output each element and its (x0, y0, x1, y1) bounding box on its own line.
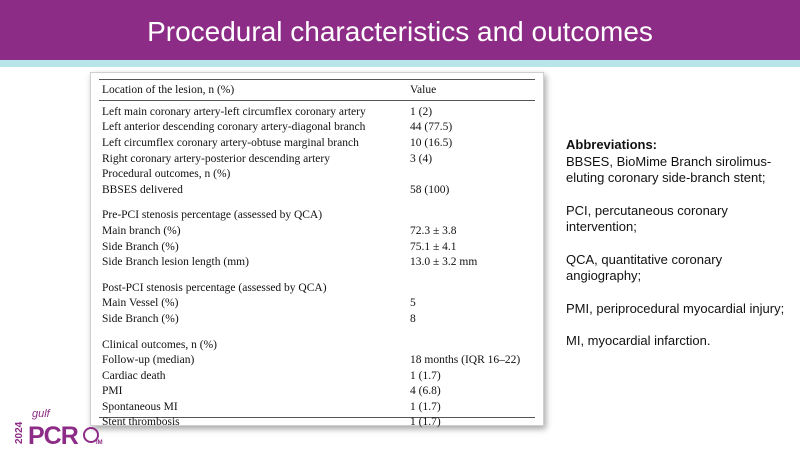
abbreviation-item: QCA, quantitative coronary angiography; (566, 251, 723, 283)
column-header-location: Location of the lesion, n (%) (102, 84, 235, 96)
table-row (102, 223, 538, 239)
row-value: 1 (1.7) (410, 400, 441, 413)
table-row (102, 415, 538, 431)
abbreviation-item: BBSES, BioMime Branch sirolimus-eluting coronary side-branch stent; (566, 153, 772, 185)
row-value: 75.1 ± 4.1 (410, 240, 457, 253)
table-section-row (102, 337, 538, 353)
logo-year: 2024 (14, 421, 25, 444)
abbreviations-panel (566, 137, 791, 366)
title-bar (0, 0, 800, 60)
row-value: 8 (410, 312, 416, 325)
table-section-row (102, 166, 538, 182)
row-label: Right coronary artery-posterior descending artery (102, 152, 330, 165)
logo-suffix: IM (96, 440, 103, 446)
table-top-rule (99, 79, 535, 80)
row-label: Side Branch (%) (102, 240, 179, 253)
table-row (102, 296, 538, 312)
table-row (102, 368, 538, 384)
row-value: 3 (4) (410, 152, 433, 165)
section-label: Procedural outcomes, n (%) (102, 168, 231, 181)
row-value (410, 208, 538, 224)
row-label: Cardiac death (102, 369, 166, 382)
row-value (410, 166, 538, 182)
table-row (102, 120, 538, 136)
gulf-pcr-logo (10, 404, 120, 448)
row-label: Left anterior descending coronary artery-diagonal branch (102, 121, 366, 134)
abbreviation-item: PCI, percutaneous coronary intervention; (566, 202, 728, 234)
table-row (102, 104, 538, 120)
table-row (102, 151, 538, 167)
row-value: 13.0 ± 3.2 mm (410, 256, 478, 269)
row-value: 5 (410, 297, 416, 310)
logo-brand: PCR (28, 422, 78, 448)
row-label: Follow-up (median) (102, 354, 195, 367)
table-row (102, 135, 538, 151)
row-value: 18 months (IQR 16–22) (410, 354, 521, 367)
row-label: Side Branch lesion length (mm) (102, 256, 249, 269)
table-header-row (102, 81, 538, 99)
row-label: BBSES delivered (102, 183, 183, 196)
abbreviations-heading: Abbreviations: (566, 137, 658, 152)
logo-small-word: gulf (32, 408, 50, 420)
row-value: 10 (16.5) (410, 136, 453, 149)
outcomes-table (102, 81, 538, 430)
section-label: Pre-PCI stenosis percentage (assessed by QCA) (102, 209, 323, 222)
row-value: 4 (6.8) (410, 385, 441, 398)
row-label: Main branch (%) (102, 224, 181, 237)
table-row (102, 384, 538, 400)
slide-title: Procedural characteristics and outcomes (147, 16, 653, 47)
row-label: Left circumflex coronary artery-obtuse marginal branch (102, 136, 359, 149)
row-label: Main Vessel (%) (102, 297, 179, 310)
section-label: Clinical outcomes, n (%) (102, 338, 217, 351)
table-section-row (102, 280, 538, 296)
row-value: 1 (2) (410, 105, 433, 118)
row-value (410, 337, 538, 353)
column-header-value: Value (410, 84, 437, 96)
row-value: 1 (1.7) (410, 416, 441, 429)
row-label: Stent thrombosis (102, 416, 180, 429)
table-row (102, 399, 538, 415)
row-value: 72.3 ± 3.8 (410, 224, 457, 237)
row-value: 58 (100) (410, 183, 450, 196)
row-label: Side Branch (%) (102, 312, 179, 325)
table-section-row (102, 208, 538, 224)
row-value: 44 (77.5) (410, 121, 453, 134)
row-value: 1 (1.7) (410, 369, 441, 382)
row-value (410, 280, 538, 296)
table-row (102, 311, 538, 327)
row-label: Left main coronary artery-left circumflex coronary artery (102, 105, 366, 118)
accent-bar (0, 60, 800, 67)
abbreviation-item: MI, myocardial infarction. (566, 333, 711, 348)
table-row (102, 182, 538, 198)
row-label: PMI (102, 385, 123, 398)
row-label: Spontaneous MI (102, 400, 178, 413)
abbreviation-item: PMI, periprocedural myocardial injury; (566, 300, 785, 316)
table-row (102, 239, 538, 255)
table-row (102, 352, 538, 368)
section-label: Post-PCI stenosis percentage (assessed by QCA) (102, 281, 327, 294)
outcomes-table-card (90, 72, 544, 429)
table-row (102, 254, 538, 270)
